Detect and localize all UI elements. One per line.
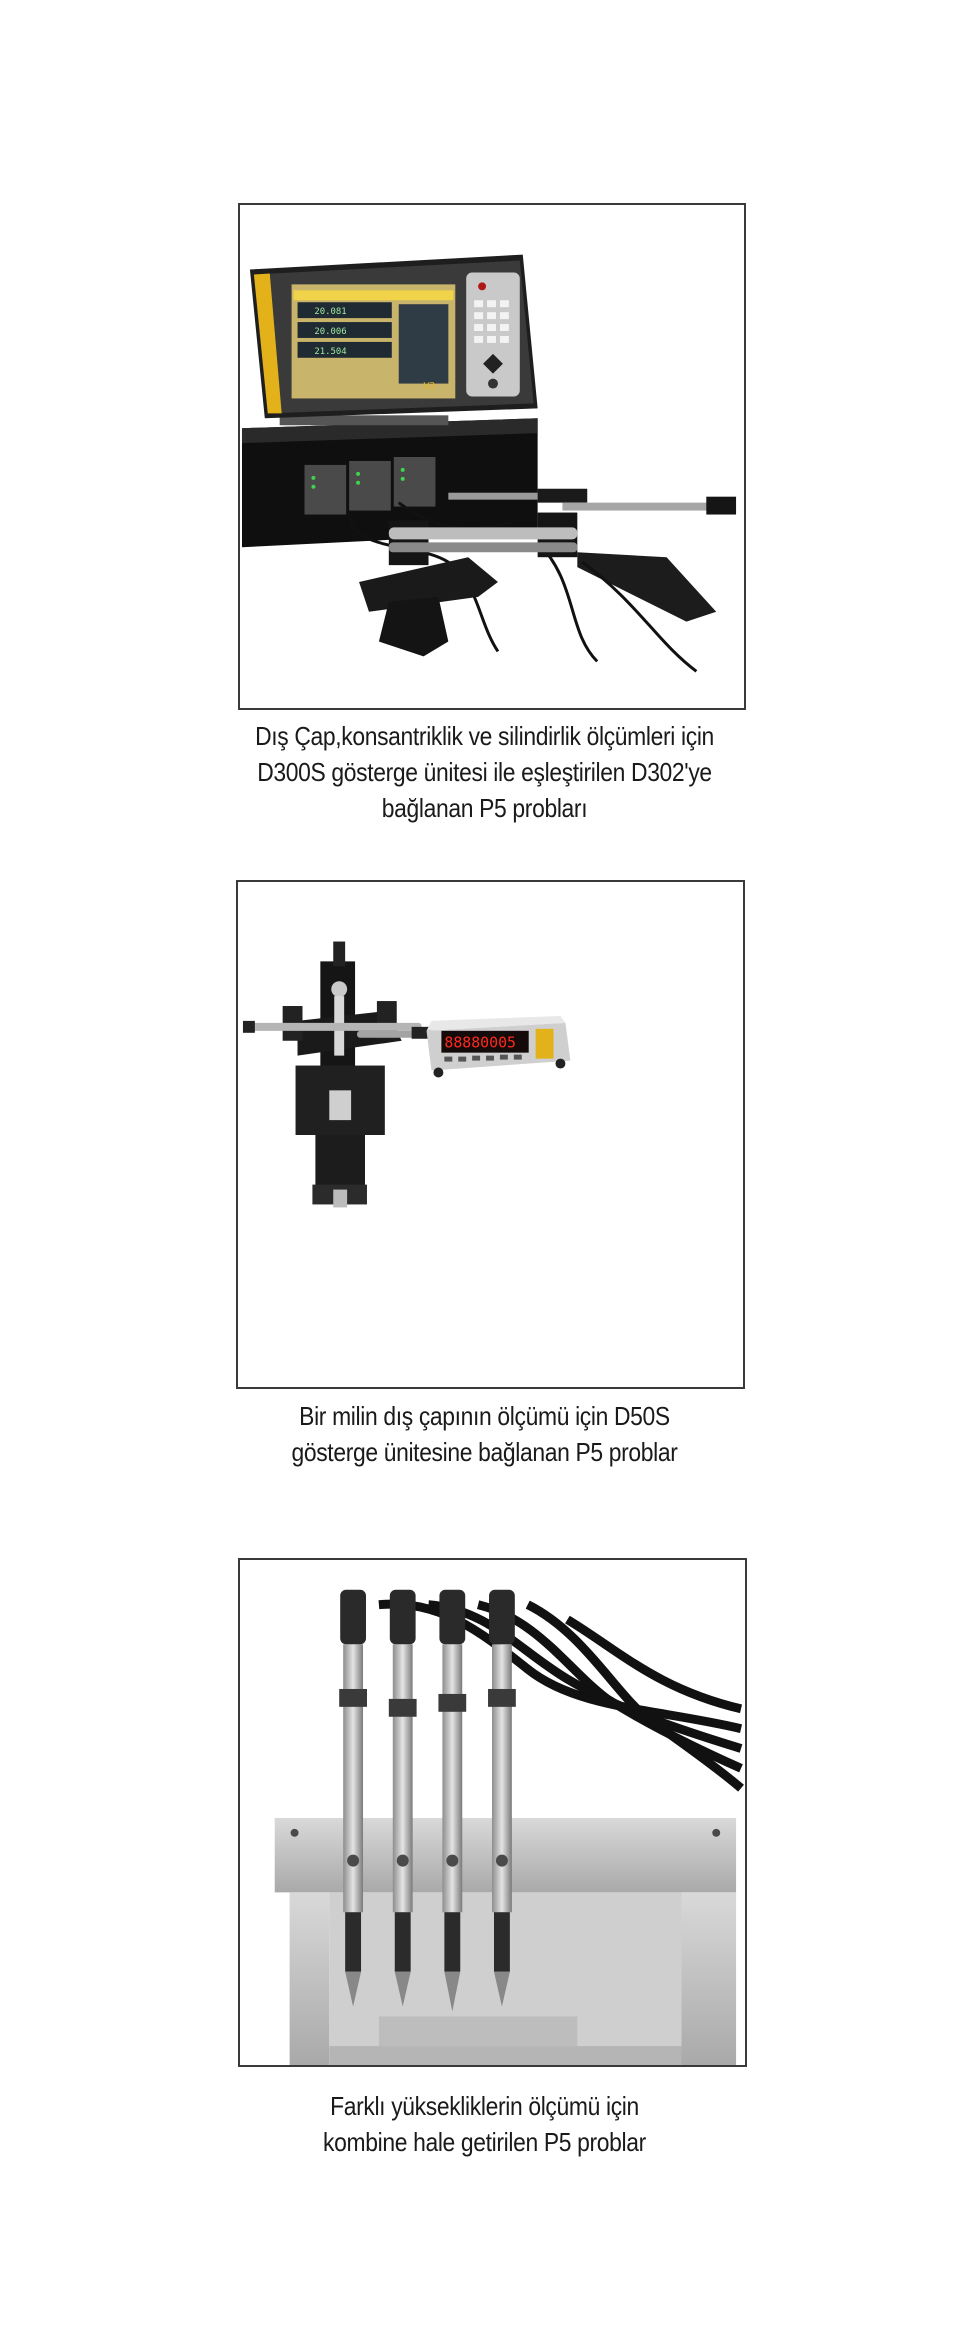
figure-1-caption-line-3: bağlanan P5 probları	[381, 793, 588, 823]
figure-2-caption-line-2: gösterge ünitesine bağlanan P5 problar	[291, 1437, 678, 1467]
figure-2-photo	[236, 880, 745, 1389]
figure-1-caption-line-2: D300S gösterge ünitesi ile eşleştirilen D302'ye	[257, 757, 712, 787]
shaft-fixture	[283, 942, 402, 1208]
p5-probes-height-fixture-illustration	[240, 1560, 745, 2065]
d50s-display-unit	[427, 1016, 571, 1078]
d300s-display-unit	[250, 255, 538, 419]
figure-3-caption-line-2: kombine hale getirilen P5 problar	[323, 2127, 646, 2157]
probe-cables	[379, 1604, 741, 1788]
svg-text:88880005: 88880005	[444, 1033, 517, 1052]
d302-interface-modules	[304, 457, 435, 515]
figure-1-photo	[238, 203, 746, 710]
svg-text:20.081: 20.081	[314, 307, 347, 318]
figure-3-caption	[58, 2088, 911, 2160]
figure-2-caption-line-1: Bir milin dış çapının ölçümü için D50S	[299, 1401, 670, 1431]
d50s-shaft-measurement-illustration	[238, 882, 743, 1387]
figure-1-caption	[58, 718, 911, 826]
figure-3-caption-line-1: Farklı yüksekliklerin ölçümü için	[330, 2091, 639, 2121]
svg-text:V2: V2	[423, 381, 436, 392]
figure-3-photo	[238, 1558, 747, 2067]
svg-text:20.006: 20.006	[314, 326, 347, 337]
svg-text:21.504: 21.504	[314, 346, 347, 357]
figure-1-caption-line-1: Dış Çap,konsantriklik ve silindirlik ölçümleri için	[255, 721, 714, 751]
figure-2-caption	[58, 1398, 911, 1470]
d300s-measurement-station-illustration	[240, 205, 744, 708]
